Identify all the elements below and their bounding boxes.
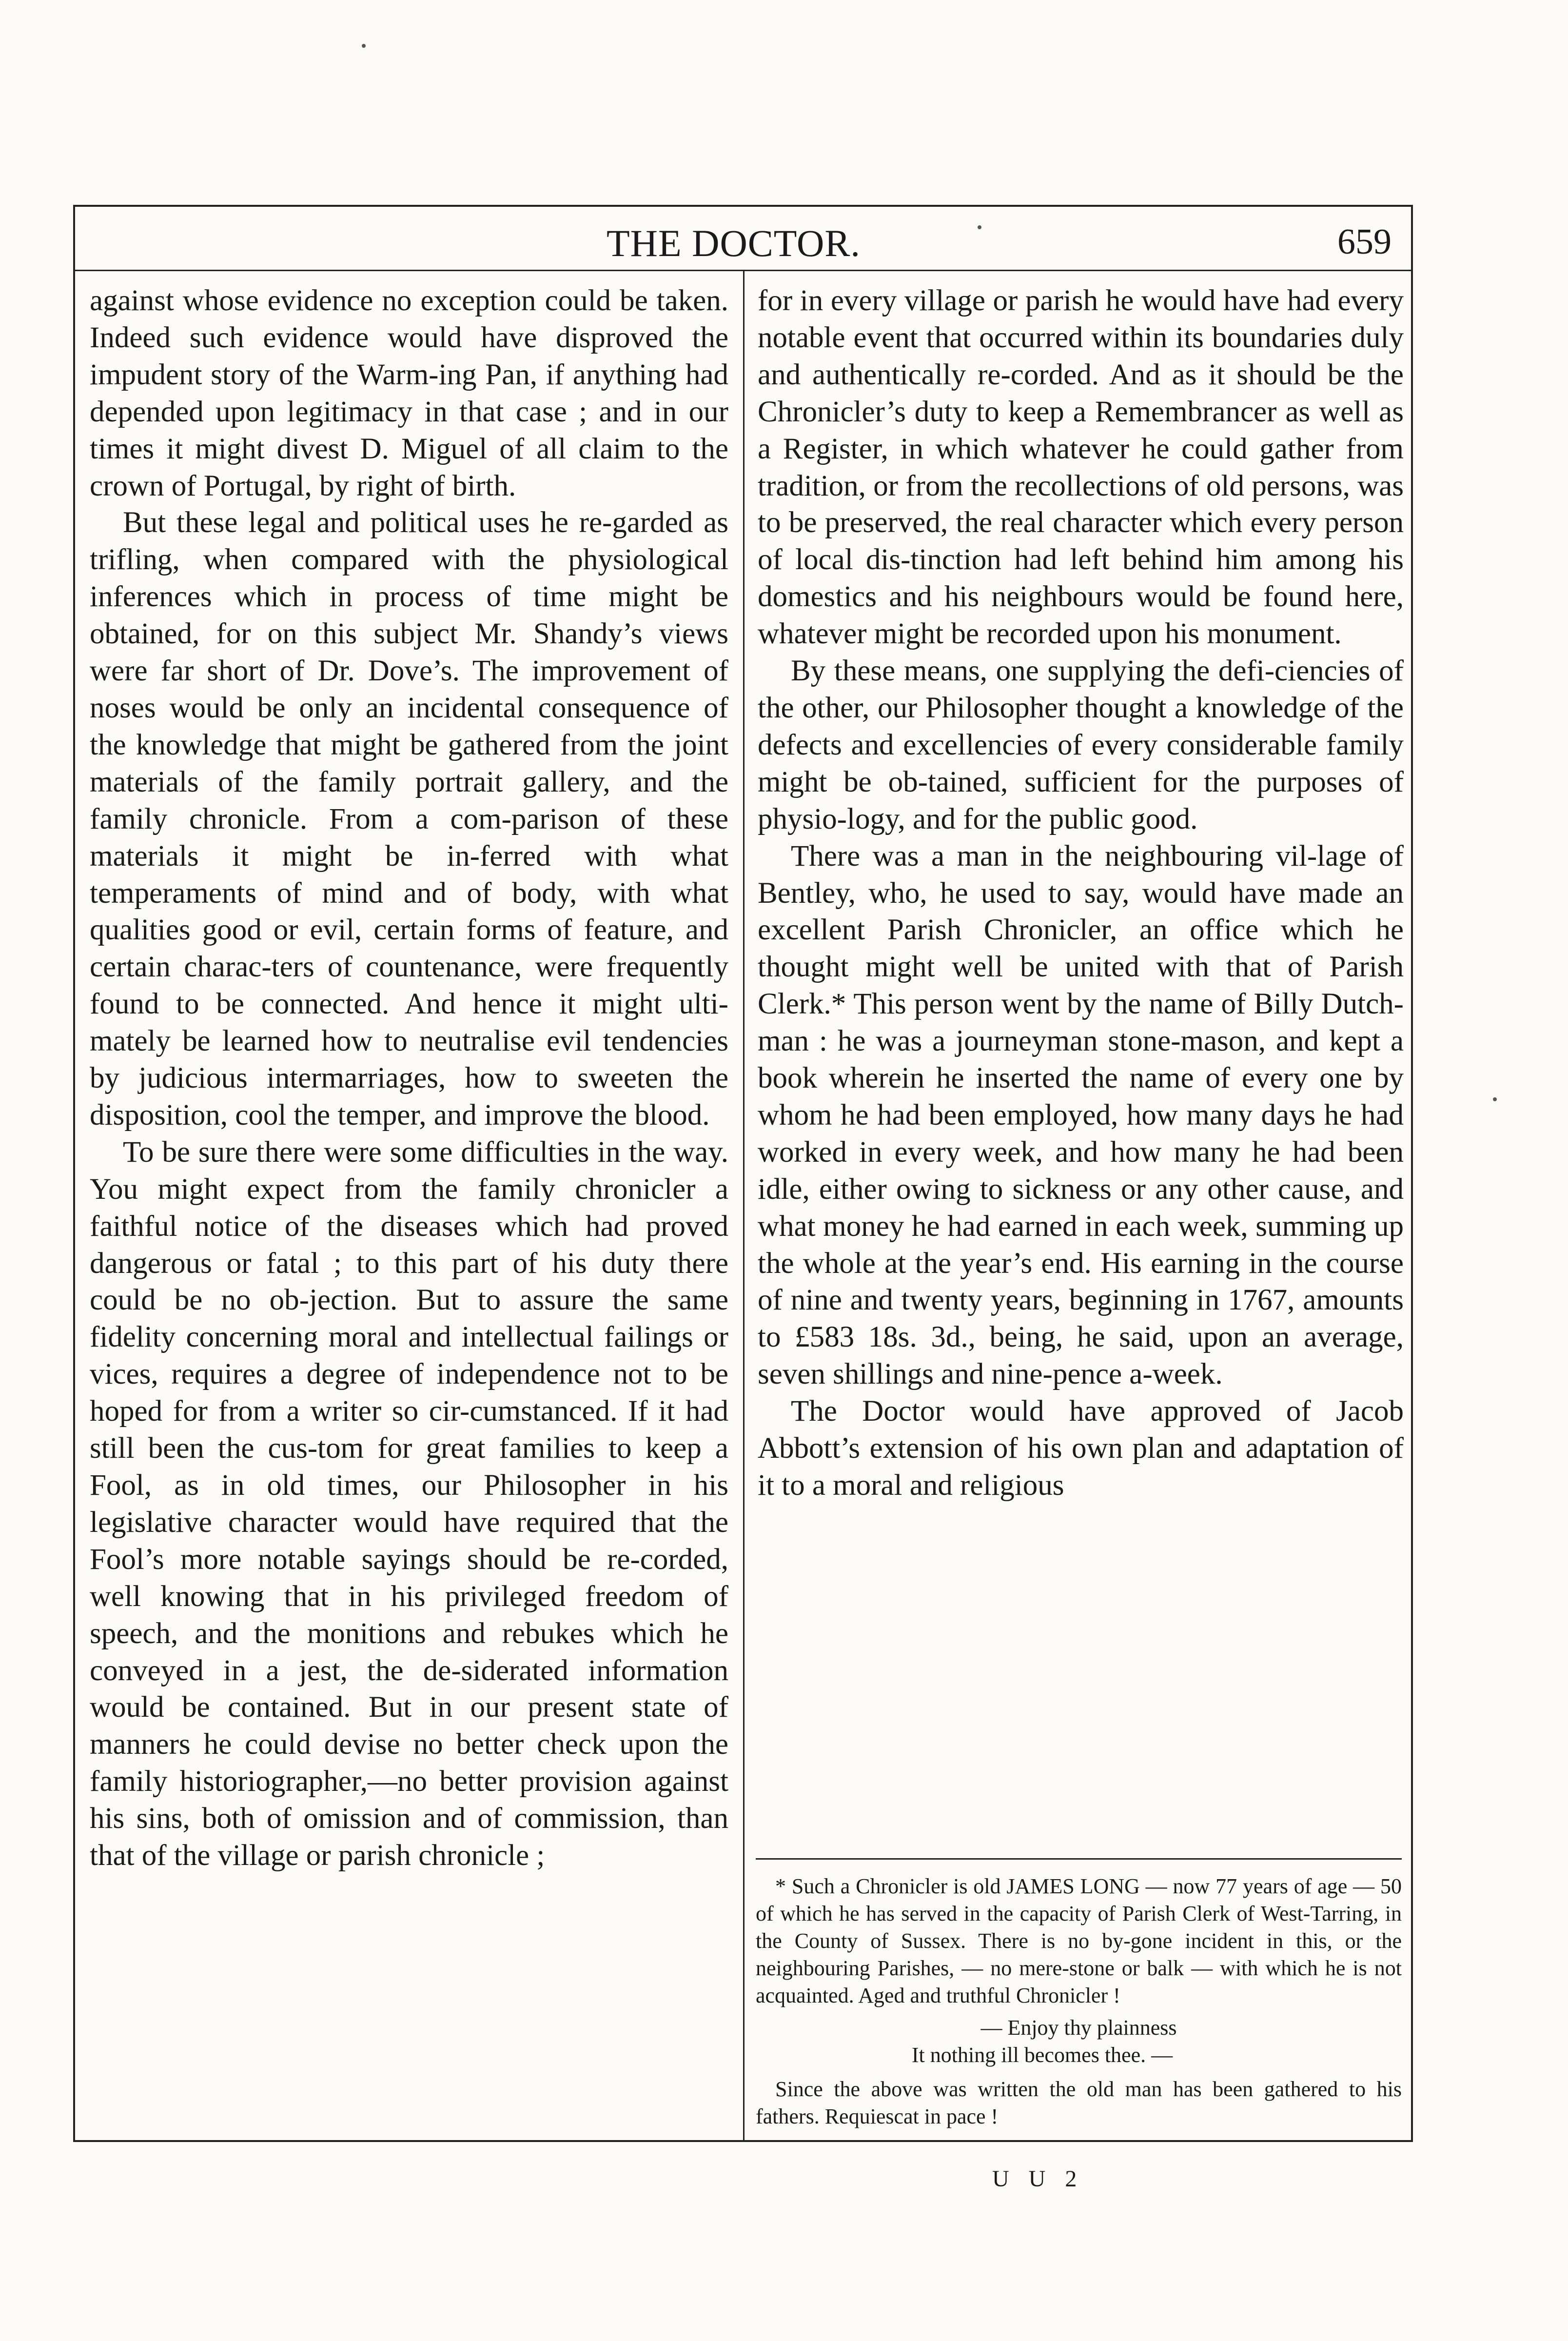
paragraph: against whose evidence no exception could be taken. Indeed such evidence would have disproved the impudent story of the Warm-ing Pan, if anything had depended upon legitimacy in that case ; and in our times it might divest D. Miguel of all claim to the crown of Portugal, by right of birth. bbox=[90, 284, 728, 502]
column-divider bbox=[743, 271, 745, 2142]
paragraph: To be sure there were some difficulties in the way. You might expect from the family chronicler a faithful notice of the diseases which had proved dangerous or fatal ; to this part of his duty there could be no ob-jection. But to assure the same fidelity concerning moral and intellectual failings or vices, requires a degree of independence not to be hoped for from a writer so cir-cumstanced. If it had still been the cus-tom for great families to keep a Fool, as in old times, our Philosopher in his legislative character would have required that the Fool’s more notable sayings should be re-corded, well knowing that in his privileged freedom of speech, and the monitions and rebukes which he conveyed in a jest, the de-siderated information would be contained. But in our present state of manners he could devise no better check upon the family historiographer,—no better provision against his sins, both of omission and of commission, than that of the village or parish chronicle ; bbox=[90, 1135, 728, 1872]
footnote-quote-line: — Enjoy thy plainness bbox=[980, 2016, 1177, 2040]
paragraph: for in every village or parish he would have had every notable event that occurred within its boundaries duly and authentically re-corded. And as it should be the Chronicler’s duty to keep a Remembrancer as well as a Register, in which whatever he could gather from tradition, or from the recollections of old persons, was to be preserved, the real character which every person of local dis-tinction had left behind him among his domestics and his neighbours would be found here, whatever might be recorded upon his monument. bbox=[758, 284, 1404, 651]
right-column bbox=[758, 282, 1404, 1504]
running-header bbox=[75, 207, 1411, 271]
footnote bbox=[756, 1873, 1402, 2130]
paragraph: The Doctor would have approved of Jacob Abbott’s extension of his own plan and adaptation of it to a moral and religious bbox=[758, 1395, 1404, 1502]
left-column bbox=[90, 282, 728, 1874]
paragraph: But these legal and political uses he re-garded as trifling, when compared with the physiological inferences which in process of time might be obtained, for on this subject Mr. Shandy’s views were far short of Dr. Dove’s. The improvement of noses would be only an incidental consequence of the knowledge that might be gathered from the joint materials of the family portrait gallery, and the family chronicle. From a com-parison of these materials it might be in-ferred with what temperaments of mind and of body, with what qualities good or evil, certain forms of feature, and certain charac-ters of countenance, were frequently found to be connected. And hence it might ulti-mately be learned how to neutralise evil tendencies by judicious intermarriages, how to sweeten the disposition, cool the temper, and improve the blood. bbox=[90, 506, 728, 1131]
page-frame bbox=[73, 205, 1413, 2142]
footnote-quote-line: It nothing ill becomes thee. — bbox=[911, 2043, 1173, 2067]
paragraph: By these means, one supplying the defi-ciencies of the other, our Philosopher thought a knowledge of the defects and excellencies of every considerable family might be ob-tained, sufficient for the purposes of physio-logy, and for the public good. bbox=[758, 655, 1404, 835]
running-title: THE DOCTOR. bbox=[607, 222, 861, 264]
signature-mark: U U 2 bbox=[992, 2166, 1084, 2192]
print-speck bbox=[978, 225, 981, 229]
page-number: 659 bbox=[1337, 222, 1392, 262]
footnote-text: * Such a Chronicler is old JAMES LONG — now 77 years of age — 50 of which he has served in the capacity of Parish Clerk of West-Tarring, in the County of Sussex. There is no by-gone incident in this, or the neighbouring Parishes, — no mere-stone or balk — with which he is not acquainted. Aged and truthful Chronicler ! bbox=[756, 1874, 1402, 2007]
footnote-closing: Since the above was written the old man has been gathered to his fathers. Requiescat in pace ! bbox=[756, 2077, 1402, 2128]
paragraph: There was a man in the neighbouring vil-lage of Bentley, who, he used to say, would have made an excellent Parish Chronicler, an office which he thought might well be united with that of Parish Clerk.* This person went by the name of Billy Dutch-man : he was a journeyman stone-mason, and kept a book wherein he inserted the name of every one by whom he had been employed, how many days he had worked in every week, and how many he had been idle, either owing to sickness or any other cause, and what money he had earned in each week, summing up the whole at the year’s end. His earning in the course of nine and twenty years, beginning in 1767, amounts to £583 18s. 3d., being, he said, upon an average, seven shillings and nine-pence a-week. bbox=[758, 839, 1404, 1391]
print-speck bbox=[1493, 1097, 1497, 1101]
footnote-rule bbox=[756, 1858, 1402, 1860]
print-speck bbox=[362, 44, 366, 48]
